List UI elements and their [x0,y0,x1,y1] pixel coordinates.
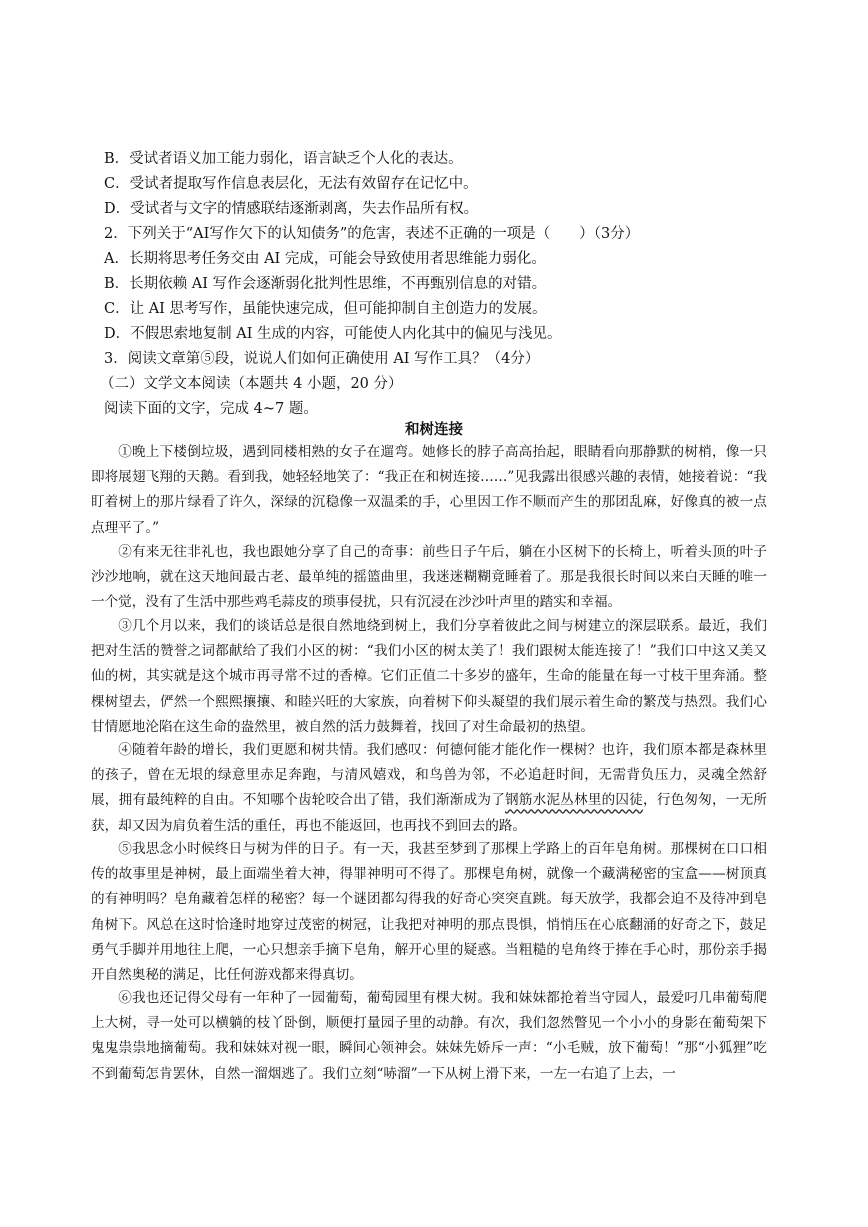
option-c-q1: C．受试者提取写作信息表层化，无法有效留存在记忆中。 [104,176,478,192]
paragraph-5: ⑤我思念小时候终日与树为伴的日子。有一天，我甚至梦到了那棵上学路上的百年皂角树。那棵树在口口相传的故事里是神树，最上面端坐着大神，得罪神明可不得了。那棵皂角树，就像一个藏满秘密的宝盒——树顶真的有神明吗？皂角藏着怎样的秘密？每一个谜团都勾得我的好奇心突突直跳。每天放学，我都会迫不及待冲到皂角树下。风总在这时恰逢时地穿过茂密的树冠，让我把对神明的那点畏惧，悄悄压在心底翻涌的好奇之下，鼓足勇气手脚并用地往上爬，一心只想亲手摘下皂角，解开心里的疑惑。当粗糙的皂角终于捧在手心时，那份亲手揭开自然奥秘的满足，比任何游戏都来得真切。 [91,841,767,984]
paragraph-6: ⑥我也还记得父母有一年种了一园葡萄，葡萄园里有棵大树。我和妹妹都抢着当守园人，最爱叼几串葡萄爬上大树，寻一处可以横躺的枝丫卧倒，顺便打量园子里的动静。有次，我们忽然瞥见一个小小的身影在葡萄架下鬼鬼祟祟地摘葡萄。我和妹妹对视一眼，瞬间心领神会。妹妹先娇斥一声：“小毛贼，放下葡萄！”那“小狐狸”吃不到葡萄怎肯罢休，自然一溜烟逃了。我们立刻“哧溜”一下从树上滑下来，一左一右追了上去，一 [91,990,767,1082]
question-3: 3．阅读文章第⑤段，说说人们如何正确使用 AI 写作工具？（4分） [104,351,540,367]
question-2-stem: 2．下列关于“AI写作欠下的认知债务”的危害，表述不正确的一项是（ ）（3分） [104,226,640,242]
option-a-q2: A．长期将思考任务交由 AI 完成，可能会导致使用者思维能力弱化。 [104,251,546,267]
paragraph-3: ③几个月以来，我们的谈话总是很自然地绕到树上，我们分享着彼此之间与树建立的深层联系。最近，我们把对生活的赞誉之词都献给了我们小区的树：“我们小区的树太美了！我们跟树太能连接了！”我们口中这又美又仙的树，其实就是这个城市再寻常不过的香樟。它们正值二十多岁的盛年，生命的能量在每一寸枝干里奔涌。整棵树望去，俨然一个熙熙攘攘、和睦兴旺的大家族，向着树下仰头凝望的我们展示着生命的繁茂与热烈。我们心甘情愿地沦陷在这生命的盎然里，被自然的活力鼓舞着，找回了对生命最初的热望。 [91,618,767,735]
option-d-q2: D．不假思索地复制 AI 生成的内容，可能使人内化其中的偏见与浅见。 [104,326,562,342]
paragraph-4 [91,738,767,839]
paragraph-4-text-b: ，行色匆匆，一无所获，却又因为肩负着生活的重任，再也不能返回，也再找不到回去的路。 [91,792,768,834]
reading-instruction: 阅读下面的文字，完成 4~7 题。 [104,401,318,417]
paragraph-4-wavy-phrase: 钢筋水泥丛林里的囚徒 [505,792,644,809]
paragraph-1: ①晚上下楼倒垃圾，遇到同楼相熟的女子在遛弯。她修长的脖子高高抬起，眼睛看向那静默的树梢，像一只即将展翅飞翔的天鹅。看到我，她轻轻地笑了：“我正在和树连接……”见我露出很感兴趣的表情，她接着说：“我盯着树上的那片绿看了许久，深绿的沉稳像一双温柔的手，心里因工作不顺而产生的那团乱麻，好像真的被一点点理平了。” [91,444,767,536]
article-title: 和树连接 [405,421,463,438]
option-b-q1: B．受试者语义加工能力弱化，语言缺乏个人化的表达。 [104,151,463,167]
paragraph-2: ②有来无往非礼也，我也跟她分享了自己的奇事：前些日子午后，躺在小区树下的长椅上，听着头顶的叶子沙沙地响，就在这天地间最古老、最单纯的摇篮曲里，我迷迷糊糊竟睡着了。那是我很长时间以来白天睡的唯一一个觉，没有了生活中那些鸡毛蒜皮的琐事侵扰，只有沉浸在沙沙叶声里的踏实和幸福。 [91,544,767,611]
section-heading: （二）文学文本阅读（本题共 4 小题，20 分） [100,376,403,392]
paragraph-4-text-a: ④随着年龄的增长，我们更愿和树共情。我们感叹：何德何能才能化作一棵树？也许，我们原本都是森林里的孩子，曾在无垠的绿意里赤足奔跑，与清风嬉戏，和鸟兽为邻，不必追赶时间，无需背负压力，灵魂全然舒展，拥有最纯粹的自由。不知哪个齿轮咬合出了错，我们渐渐成为了 [91,742,767,809]
option-c-q2: C．让 AI 思考写作，虽能快速完成，但可能抑制自主创造力的发展。 [104,301,547,317]
option-d-q1: D．受试者与文字的情感联结逐渐剥离，失去作品所有权。 [104,201,479,217]
option-b-q2: B．长期依赖 AI 写作会逐渐弱化批判性思维，不再甄别信息的对错。 [104,276,547,292]
